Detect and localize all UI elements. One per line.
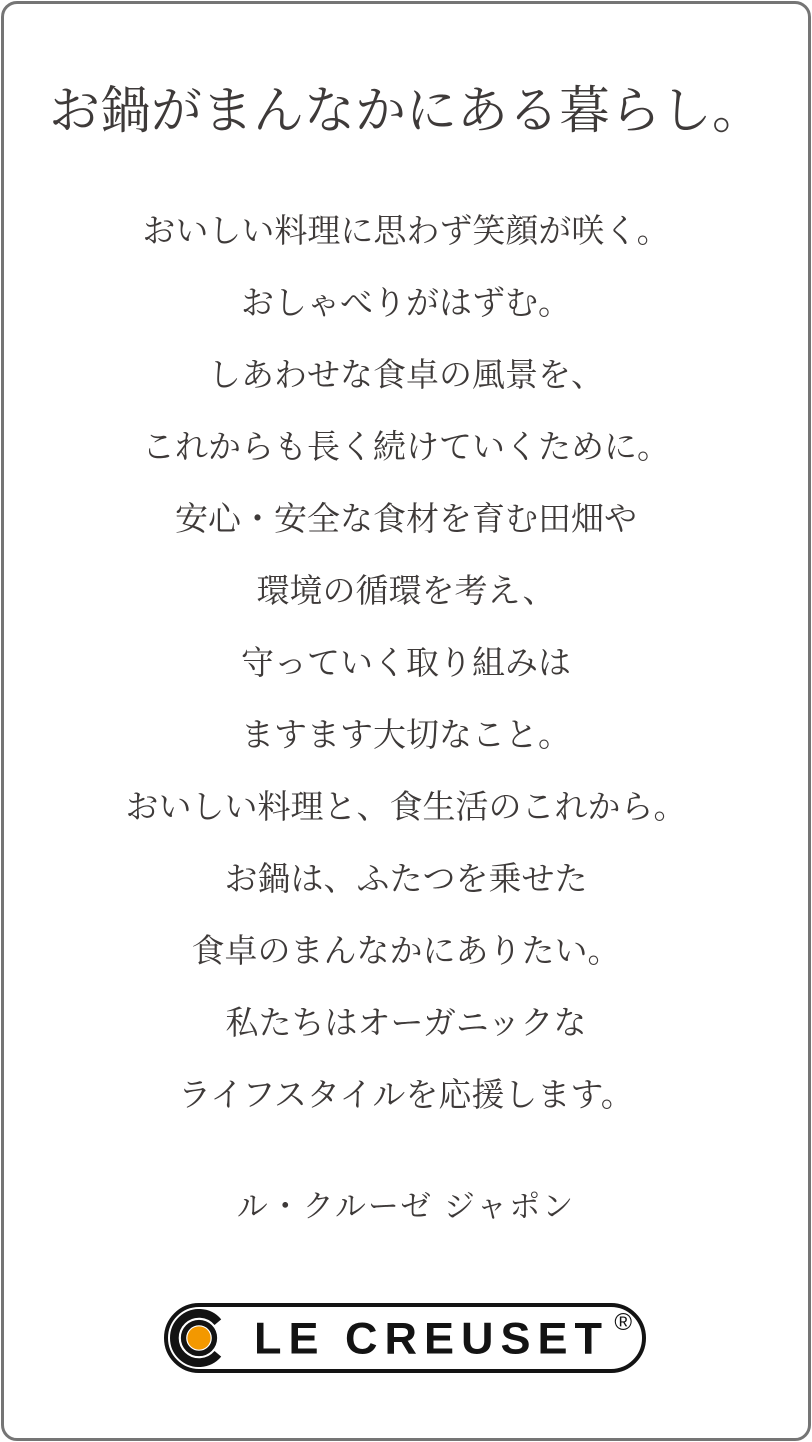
body-line: 食卓のまんなかにありたい。 — [191, 932, 621, 969]
body-line: 安心・安全な食材を育む田畑や — [175, 500, 637, 537]
body-line: これからも長く続けていくために。 — [142, 428, 670, 465]
c-mark-orange-center — [187, 1326, 210, 1349]
body-line: おいしい料理に思わず笑顔が咲く。 — [142, 212, 670, 249]
page-title: お鍋がまんなかにある暮らし。 — [48, 82, 763, 139]
registered-trademark-symbol: ® — [614, 1309, 632, 1336]
le-creuset-logo — [164, 1303, 646, 1373]
body-line: 守っていく取り組みは — [241, 644, 571, 681]
body-line: 私たちはオーガニックな — [225, 1004, 587, 1041]
body-line: 環境の循環を考え、 — [256, 572, 556, 609]
body-line: ライフスタイルを応援します。 — [178, 1076, 634, 1113]
body-line: お鍋は、ふたつを乗せた — [224, 860, 588, 897]
body-line: ますます大切なこと。 — [241, 716, 571, 753]
company-signature: ル・クルーゼ ジャポン — [236, 1189, 576, 1224]
body-line: しあわせな食卓の風景を、 — [208, 356, 604, 393]
body-copy — [0, 195, 812, 1131]
brand-wordmark: LE CREUSET — [254, 1313, 610, 1363]
body-line: おいしい料理と、食生活のこれから。 — [125, 788, 687, 825]
body-line: おしゃべりがはずむ。 — [241, 284, 571, 321]
le-creuset-c-mark-icon — [170, 1309, 228, 1367]
